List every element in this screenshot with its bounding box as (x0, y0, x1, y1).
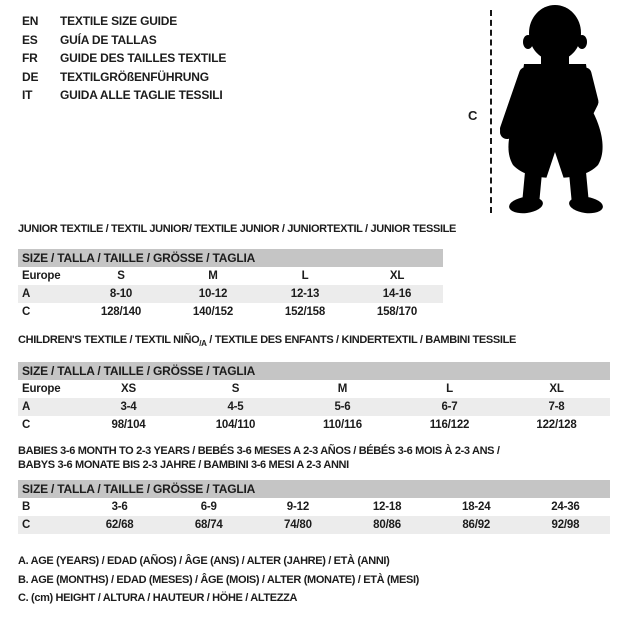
row-label: Europe (22, 270, 61, 282)
language-code: ES (22, 32, 38, 47)
row-label: Europe (22, 383, 61, 396)
title-line-1: BABIES 3-6 MONTH TO 2-3 YEARS / BEBÉS 3-6 MESES A 2-3 AÑOS / BÉBÉS 3-6 MOIS À 2-3 ANS / (18, 445, 500, 458)
language-code: IT (22, 88, 33, 102)
header (0, 0, 620, 220)
row-label: C (22, 419, 31, 432)
cell: 62/68 (105, 519, 134, 532)
cell: 68/74 (194, 519, 223, 532)
cell: L (301, 270, 309, 282)
junior-table (18, 267, 443, 321)
children-table (18, 380, 610, 434)
cell: 140/152 (192, 306, 234, 318)
cell: 12-18 (372, 501, 402, 514)
cell: 158/170 (376, 306, 418, 318)
cell: 152/158 (284, 306, 326, 318)
size-bar: SIZE / TALLA / TAILLE / GRÖSSE / TAGLIA (18, 362, 610, 380)
footnote-c: C. (cm) HEIGHT / ALTURA / HAUTEUR / HÖHE / ALTEZZA (18, 592, 298, 605)
title-subscript: /A (199, 339, 207, 349)
cell: 10-12 (198, 288, 228, 300)
table-row (18, 380, 610, 398)
height-figure (440, 0, 620, 220)
cell: XL (549, 383, 564, 396)
cell: 104/110 (215, 419, 256, 432)
cell: 98/104 (111, 419, 146, 432)
cell: 92/98 (551, 519, 580, 532)
cell: 7-8 (548, 401, 565, 414)
cell: 12-13 (290, 288, 320, 300)
cell: 9-12 (286, 501, 310, 514)
height-dashed-line (490, 10, 492, 213)
size-bar: SIZE / TALLA / TAILLE / GRÖSSE / TAGLIA (18, 480, 610, 498)
babies-table-section (18, 444, 620, 534)
language-label: GUIDA ALLE TAGLIE TESSILI (60, 88, 223, 102)
cell: M (208, 270, 218, 282)
language-list (22, 12, 226, 105)
cell: 24-36 (551, 501, 580, 514)
language-label: GUIDE DES TAILLES TEXTILE (60, 51, 227, 65)
cell: 3-4 (120, 401, 137, 414)
footnote-a: A. AGE (YEARS) / EDAD (AÑOS) / ÂGE (ANS) / ALTER (JAHRE) / ETÀ (ANNI) (18, 555, 390, 568)
toddler-silhouette-icon (498, 2, 616, 214)
row-label: A (22, 288, 31, 300)
children-table-title (18, 333, 620, 351)
cell: M (337, 383, 348, 396)
table-row (18, 516, 610, 534)
language-label: GUÍA DE TALLAS (60, 32, 157, 47)
cell: XS (121, 383, 136, 396)
cell: 128/140 (100, 306, 142, 318)
cell: S (117, 270, 125, 282)
table-row (18, 398, 610, 416)
row-label: A (22, 401, 31, 414)
language-label: TEXTILGRÖßENFÜHRUNG (60, 69, 209, 84)
cell: 86/92 (462, 519, 491, 532)
table-row (18, 416, 610, 434)
cell: XL (389, 270, 405, 282)
cell: S (231, 383, 240, 396)
size-bar: SIZE / TALLA / TAILLE / GRÖSSE / TAGLIA (18, 249, 443, 267)
cell: L (446, 383, 453, 396)
footnote-legend (18, 552, 620, 608)
cell: 8-10 (109, 288, 133, 300)
cell: 6-7 (441, 401, 458, 414)
row-label: B (22, 501, 31, 514)
cell: 3-6 (111, 501, 128, 514)
junior-table-section (18, 222, 620, 321)
cell: 80/86 (373, 519, 401, 532)
footnote-b: B. AGE (MONTHS) / EDAD (MESES) / ÂGE (MOIS) / ALTER (MONATE) / ETÀ (MESI) (18, 573, 419, 586)
cell: 14-16 (382, 288, 412, 300)
cell: 5-6 (334, 401, 351, 414)
row-label: C (22, 519, 31, 532)
row-label: C (22, 306, 31, 318)
children-table-section (18, 333, 620, 434)
language-code: DE (22, 69, 39, 84)
title-line-2: BABYS 3-6 MONATE BIS 2-3 JAHRE / BAMBINI 3-6 MESI A 2-3 ANNI (18, 459, 349, 472)
table-row (18, 285, 443, 303)
table-row (18, 267, 443, 285)
cell: 110/116 (323, 419, 362, 432)
junior-table-title: JUNIOR TEXTILE / TEXTIL JUNIOR/ TEXTILE JUNIOR / JUNIORTEXTIL / JUNIOR TESSILE (18, 223, 457, 235)
title-text: CHILDREN'S TEXTILE / TEXTIL NIÑO (18, 334, 200, 346)
height-measure-label: C (468, 108, 478, 123)
babies-table (18, 498, 610, 534)
babies-table-title (18, 444, 620, 472)
table-row (18, 498, 610, 516)
language-label: TEXTILE SIZE GUIDE (60, 14, 178, 28)
title-text: / TEXTILE DES ENFANTS / KINDERTEXTIL / BAMBINI TESSILE (206, 334, 516, 346)
cell: 116/122 (429, 419, 470, 432)
cell: 4-5 (227, 401, 244, 414)
cell: 6-9 (200, 501, 217, 514)
table-row (18, 303, 443, 321)
language-code: FR (22, 51, 38, 65)
cell: 74/80 (284, 519, 312, 532)
cell: 122/128 (536, 419, 577, 432)
language-code: EN (22, 14, 39, 28)
cell: 18-24 (462, 501, 491, 514)
